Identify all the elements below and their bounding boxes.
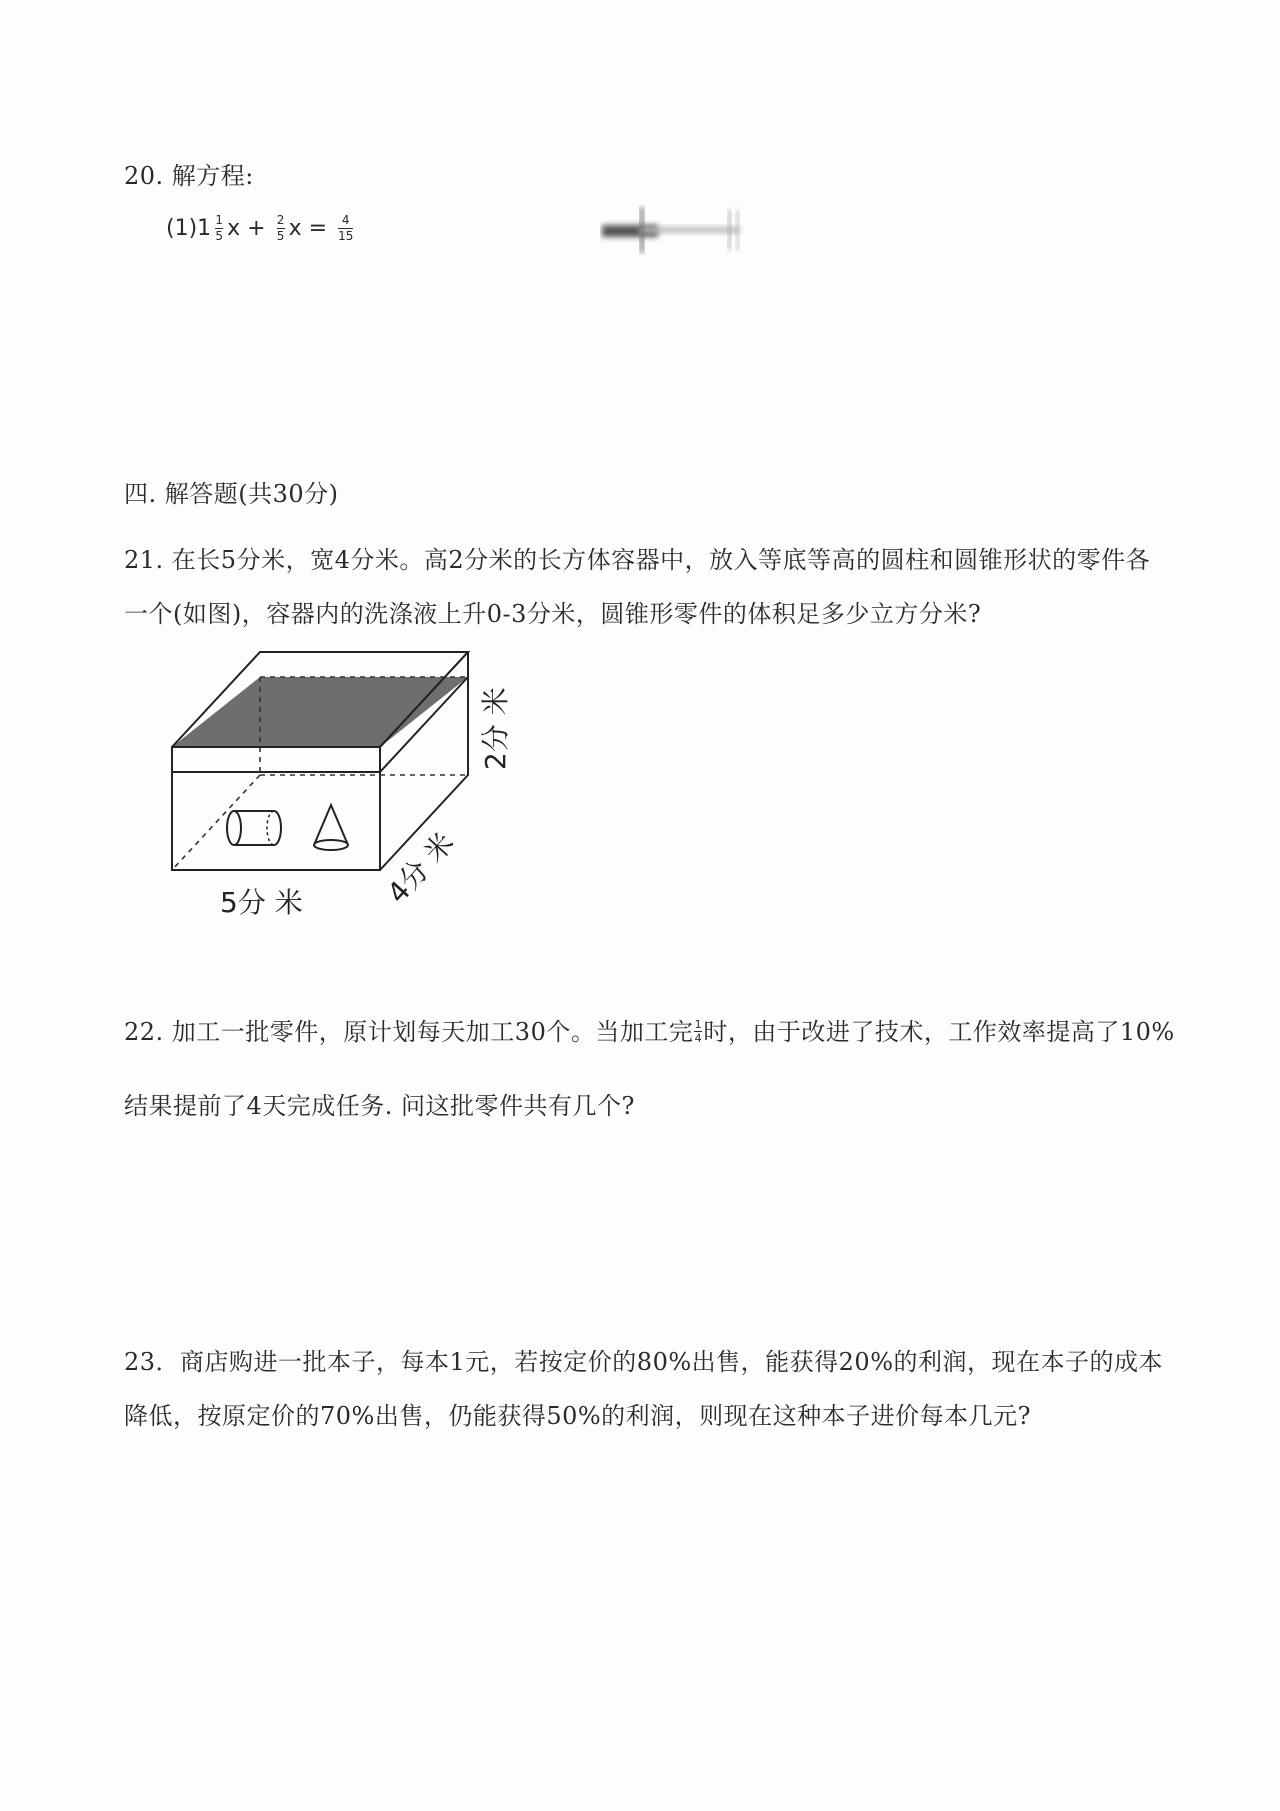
cuboid-container-figure xyxy=(160,640,540,930)
frac-denominator: 15 xyxy=(338,229,354,243)
blurred-mark xyxy=(600,205,748,255)
q20-equation xyxy=(166,214,355,243)
q20-title: 20. 解方程: xyxy=(124,162,254,190)
liquid-surface xyxy=(172,677,468,747)
q22-text-a: 22. 加工一批零件，原计划每天加工30个。当加工完 xyxy=(124,1018,694,1046)
width-label: 4分 米 xyxy=(380,826,461,910)
height-label: 2分 米 xyxy=(479,687,512,770)
q22-line-2: 结果提前了4天完成任务. 问这批零件共有几个? xyxy=(124,1092,635,1120)
fraction-4-15 xyxy=(338,214,353,243)
frac-numerator: 4 xyxy=(341,213,350,227)
q22-text-b: 时，由于改进了技术，工作效率提高了10% xyxy=(703,1018,1175,1046)
q23-line-2: 降低，按原定价的70%出售，仍能获得50%的利润，则现在这种本子进价每本几元? xyxy=(124,1402,1032,1430)
section-4-title: 四. 解答题(共30分) xyxy=(124,480,339,508)
q23-line-1: 23．商店购进一批本子，每本1元，若按定价的80%出售，能获得20%的利润，现在本子的成本 xyxy=(124,1348,1163,1376)
eq-prefix: (1)1 xyxy=(166,216,212,241)
frac-denominator: 5 xyxy=(276,229,285,243)
frac-numerator: 2 xyxy=(276,213,285,227)
q21-line-1: 21. 在长5分米，宽4分米。高2分米的长方体容器中，放入等底等高的圆柱和圆锥形状的零件各 xyxy=(124,546,1151,574)
eq-mid: x + xyxy=(227,216,273,241)
q22-line-1 xyxy=(124,1016,1175,1048)
front-face xyxy=(172,747,380,870)
eq-after: x = xyxy=(288,216,335,241)
fraction-1-4 xyxy=(694,1019,702,1044)
fraction-1-5 xyxy=(215,214,223,243)
fraction-2-5 xyxy=(277,214,285,243)
q21-line-2: 一个(如图)，容器内的洗涤液上升0-3分米，圆锥形零件的体积足多少立方分米? xyxy=(124,600,982,628)
frac-denominator: 5 xyxy=(215,229,223,243)
length-label: 5分 米 xyxy=(220,886,303,919)
frac-numerator: 1 xyxy=(215,213,223,227)
frac-denominator: 4 xyxy=(694,1032,703,1045)
frac-numerator: 1 xyxy=(694,1018,703,1031)
cylinder-shape xyxy=(227,811,281,845)
cone-shape xyxy=(314,805,348,850)
